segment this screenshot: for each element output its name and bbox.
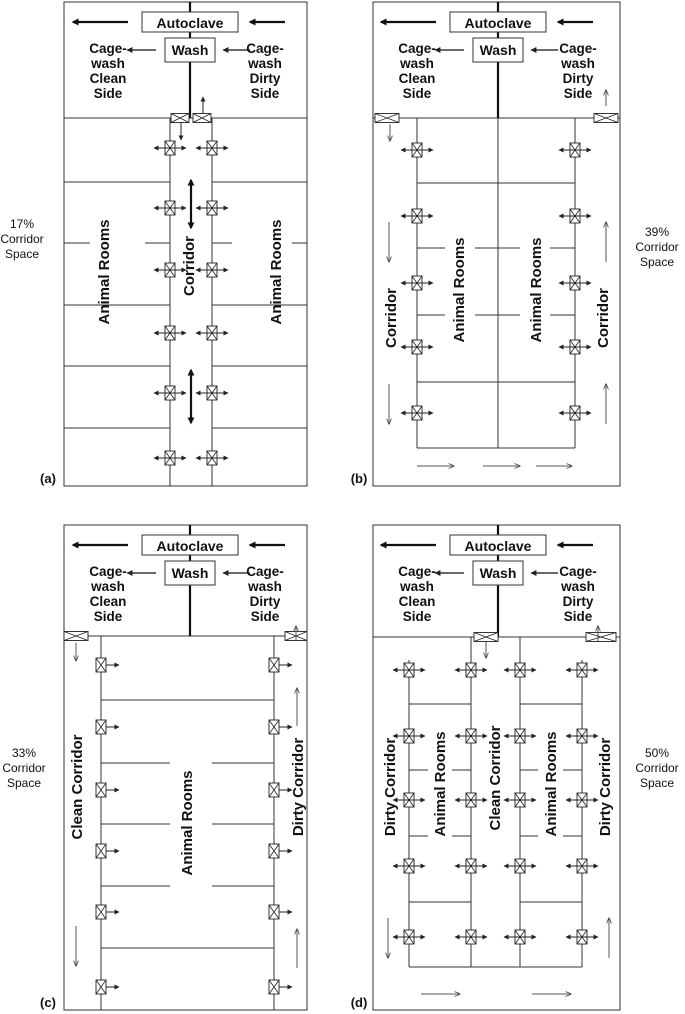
- corridor-percent-c: [2, 746, 45, 790]
- door-icon: [269, 905, 279, 919]
- corridor-percent-line2: Corridor: [635, 240, 679, 254]
- panel-c: [40, 525, 307, 1010]
- corridor-percent-value: 39%: [644, 225, 670, 239]
- wash-label: Wash: [171, 42, 209, 58]
- clean-corridor-label: Clean Corridor: [486, 725, 504, 831]
- cagewash-clean-label: Clean: [398, 594, 436, 609]
- corridor-percent-line3: Space: [4, 247, 40, 261]
- corridor-percent-line2: Corridor: [635, 761, 679, 775]
- cagewash-clean-label: Side: [93, 86, 123, 101]
- cagewash-clean-label: Clean: [89, 594, 127, 609]
- corridor-percent-value: 50%: [644, 746, 670, 760]
- cagewash-dirty-label: Dirty: [562, 594, 594, 609]
- panel-b: [351, 2, 620, 486]
- cagewash-dirty-label: Side: [250, 609, 280, 624]
- door-icon: [594, 114, 618, 123]
- door-icon: [64, 632, 88, 641]
- corridor-label: Corridor: [382, 288, 400, 348]
- door-icon: [269, 844, 279, 858]
- corridor-percent-line3: Space: [639, 776, 675, 790]
- autoclave-label: Autoclave: [464, 15, 532, 31]
- door-icon: [171, 114, 189, 123]
- cagewash-dirty-label: Side: [563, 609, 593, 624]
- door-icon: [269, 720, 279, 734]
- cagewash-clean-label: Cage-: [89, 41, 127, 56]
- corridor-percent-value: 33%: [11, 746, 37, 760]
- cagewash-clean-label: Side: [402, 86, 432, 101]
- cagewash-clean-label: Cage-: [398, 564, 436, 579]
- door-icon: [269, 658, 279, 672]
- cagewash-dirty-label: wash: [561, 56, 595, 71]
- corridor-percent-d: [635, 746, 678, 790]
- door-icon: [96, 980, 106, 994]
- animal-rooms-label: Animal Rooms: [178, 770, 196, 876]
- cagewash-dirty-label: Cage-: [246, 41, 284, 56]
- animal-rooms-label: Animal Rooms: [527, 237, 545, 343]
- animal-rooms-label: Animal Rooms: [267, 219, 285, 325]
- door-icon: [474, 633, 498, 642]
- door-icon: [96, 720, 106, 734]
- cagewash-clean-label: Side: [402, 609, 432, 624]
- panel-d: [351, 525, 620, 1010]
- animal-rooms-label: Animal Rooms: [431, 731, 449, 837]
- autoclave-label: Autoclave: [156, 15, 224, 31]
- clean-corridor-label: Clean Corridor: [68, 734, 86, 840]
- dirty-corridor-label: Dirty Corridor: [596, 737, 614, 837]
- wash-label: Wash: [479, 42, 517, 58]
- cagewash-clean-label: Clean: [398, 71, 436, 86]
- panel-tag: (d): [350, 995, 368, 1010]
- corridor-percent-a: [0, 217, 43, 261]
- door-icon: [269, 783, 279, 797]
- panel-tag: (c): [40, 995, 56, 1010]
- cagewash-clean-label: wash: [91, 579, 125, 594]
- cagewash-dirty-label: Dirty: [249, 594, 281, 609]
- door-icon: [193, 114, 211, 123]
- panel-tag: (b): [350, 471, 368, 486]
- panel-tag: (a): [40, 471, 56, 486]
- dirty-corridor-label: Dirty Corridor: [381, 737, 399, 837]
- dirty-corridor-label: Dirty Corridor: [289, 737, 307, 837]
- door-icon: [96, 658, 106, 672]
- cagewash-clean-label: wash: [400, 579, 434, 594]
- door-icon: [269, 980, 279, 994]
- cagewash-clean-label: wash: [400, 56, 434, 71]
- cagewash-clean-label: Cage-: [398, 41, 436, 56]
- cagewash-dirty-label: Cage-: [559, 41, 597, 56]
- corridor-percent-line3: Space: [639, 255, 675, 269]
- autoclave-label: Autoclave: [156, 538, 224, 554]
- cagewash-dirty-label: Dirty: [562, 71, 594, 86]
- corridor-percent-b: [635, 225, 678, 269]
- cagewash-clean-label: Cage-: [89, 564, 127, 579]
- corridor-percent-line3: Space: [6, 776, 42, 790]
- door-icon: [586, 633, 616, 642]
- corridor-percent-value: 17%: [9, 217, 35, 231]
- door-icon: [96, 783, 106, 797]
- cagewash-dirty-label: wash: [248, 56, 282, 71]
- door-icon: [96, 905, 106, 919]
- cagewash-clean-label: wash: [91, 56, 125, 71]
- cagewash-dirty-label: Cage-: [559, 564, 597, 579]
- panel-a: [40, 2, 307, 486]
- cagewash-dirty-label: wash: [561, 579, 595, 594]
- cagewash-clean-label: Clean: [89, 71, 127, 86]
- animal-rooms-label: Animal Rooms: [95, 219, 113, 325]
- corridor-label: Corridor: [594, 288, 612, 348]
- wash-label: Wash: [171, 565, 209, 581]
- autoclave-label: Autoclave: [464, 538, 532, 554]
- corridor-percent-line2: Corridor: [0, 232, 44, 246]
- animal-rooms-label: Animal Rooms: [542, 731, 560, 837]
- cagewash-dirty-label: Side: [250, 86, 280, 101]
- door-icon: [375, 114, 399, 123]
- cagewash-dirty-label: Dirty: [249, 71, 281, 86]
- cagewash-dirty-label: Cage-: [246, 564, 284, 579]
- animal-rooms-label: Animal Rooms: [450, 237, 468, 343]
- door-icon: [96, 844, 106, 858]
- wash-label: Wash: [479, 565, 517, 581]
- cagewash-clean-label: Side: [93, 609, 123, 624]
- cagewash-dirty-label: wash: [248, 579, 282, 594]
- corridor-percent-line2: Corridor: [2, 761, 46, 775]
- cagewash-dirty-label: Side: [563, 86, 593, 101]
- corridor-label: Corridor: [180, 236, 198, 296]
